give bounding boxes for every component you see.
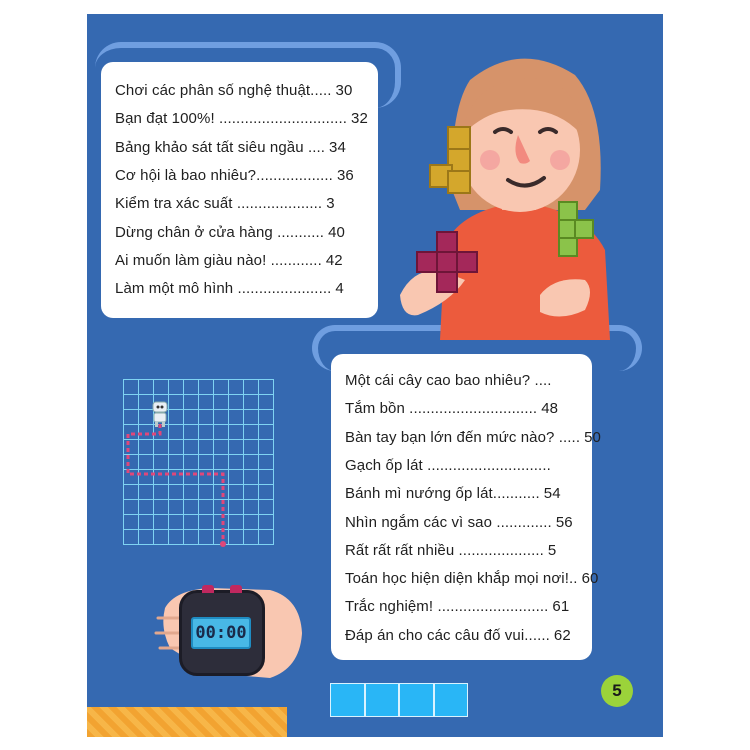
toc-entry — [115, 195, 368, 212]
toc-entry — [115, 82, 368, 99]
toc-entry — [115, 139, 368, 156]
toc-box-top — [101, 62, 378, 318]
toc-entry — [115, 252, 368, 269]
toc-entry-page: 56 — [555, 513, 573, 531]
toc-entry-page: 61 — [552, 598, 570, 616]
toc-entry-page: 42 — [325, 251, 343, 269]
toc-entry-title: Dừng chân ở cửa hàng — [115, 223, 273, 241]
toc-entry-dots: .... — [303, 138, 326, 156]
toc-entry-title: Chơi các phân số nghệ thuật — [115, 82, 311, 99]
toc-box-bottom — [331, 354, 601, 660]
toc-entry-page: 30 — [335, 82, 353, 99]
toc-entry-dots: .......................... — [433, 598, 549, 616]
toc-entry-page: 54 — [543, 485, 561, 503]
toc-entry-page: 4 — [335, 280, 344, 298]
toc-entry-dots: ............. — [492, 513, 552, 531]
toc-entry-dots: .... — [530, 372, 552, 389]
cyan-boxes — [330, 683, 468, 717]
toc-entry-title: Làm một mô hình — [115, 280, 234, 298]
toc-entry-page: 50 — [584, 428, 601, 446]
toc-entry — [345, 598, 582, 615]
toc-entry-dots: ..... — [310, 82, 332, 99]
toc-entry-page: 62 — [553, 626, 571, 644]
toc-entry-title: Bánh mì nướng ốp lát — [345, 485, 493, 503]
toc-entry — [345, 372, 582, 389]
toc-entry-dots: .................. — [256, 166, 333, 184]
toc-entry-dots: .................... — [454, 541, 544, 559]
toc-entry-page: 60 — [581, 570, 599, 588]
toc-entry-dots: ........... — [272, 223, 325, 241]
toc-entry-dots: ............ — [266, 251, 322, 269]
toc-entry-page: 32 — [351, 110, 368, 128]
toc-entry-page: 48 — [541, 400, 559, 418]
toc-entry-title: Cơ hội là bao nhiêu? — [115, 166, 257, 184]
toc-entry-title: Tắm bồn — [345, 400, 405, 418]
toc-entry — [115, 224, 368, 241]
toc-entry — [115, 280, 368, 297]
toc-entry-title: Kiểm tra xác suất — [115, 195, 233, 213]
toc-entry — [345, 542, 582, 559]
toc-entry-page: 3 — [326, 195, 335, 213]
toc-entry — [115, 110, 368, 127]
stopwatch-icon — [179, 590, 265, 676]
toc-entry-title: Bạn đạt 100%! — [115, 110, 215, 128]
toc-entry — [345, 428, 601, 446]
page-number: 5 — [601, 675, 633, 707]
toc-entry — [345, 627, 582, 644]
toc-entry-title: Gạch ốp lát — [345, 456, 423, 474]
toc-entry-page: 36 — [336, 166, 354, 184]
toc-entry-dots: .................... — [232, 195, 323, 213]
toc-entry-dots: .. — [569, 570, 578, 588]
toc-entry — [345, 457, 582, 474]
tetris-block-icon — [428, 125, 488, 205]
toc-entry-title: Nhìn ngắm các vì sao — [345, 513, 493, 531]
toc-entry-title: Bàn tay bạn lớn đến mức nào? — [345, 428, 555, 446]
toc-entry-dots: ...................... — [233, 280, 332, 298]
toc-entry — [115, 167, 368, 184]
toc-entry-title: Trắc nghiệm! — [345, 598, 434, 616]
tetris-block-icon — [415, 230, 480, 295]
toc-entry-title: Ai muốn làm giàu nào! — [115, 251, 267, 269]
toc-entry — [345, 485, 582, 502]
toc-entry-title: Toán học hiện diện khắp mọi nơi! — [345, 570, 570, 588]
toc-entry-title: Bảng khảo sát tất siêu ngầu — [115, 138, 304, 156]
toc-entry-dots: ..... — [554, 428, 581, 446]
toc-entry-title: Đáp án cho các câu đố vui — [345, 626, 525, 644]
toc-entry — [345, 400, 582, 417]
robot-path — [123, 379, 278, 554]
toc-entry-dots: .............................. — [404, 400, 538, 418]
stopwatch-display: 00:00 — [191, 617, 251, 649]
toc-entry-dots: ...... — [524, 626, 550, 644]
toc-entry-title: Một cái cây cao bao nhiêu? — [345, 372, 531, 389]
robot-icon — [150, 400, 170, 428]
toc-entry-page: 34 — [329, 138, 346, 156]
toc-entry-dots: .............................. — [214, 110, 348, 128]
ground-strip — [87, 707, 287, 737]
toc-entry — [345, 570, 599, 588]
toc-entry-dots: ........... — [492, 485, 540, 503]
toc-entry-page: 40 — [328, 223, 345, 241]
toc-entry-page: 5 — [547, 541, 557, 559]
tetris-block-icon — [545, 200, 595, 270]
toc-entry-dots: ............................. — [422, 456, 551, 474]
toc-entry — [345, 514, 582, 531]
toc-entry-title: Rất rất rất nhiều — [345, 541, 455, 559]
